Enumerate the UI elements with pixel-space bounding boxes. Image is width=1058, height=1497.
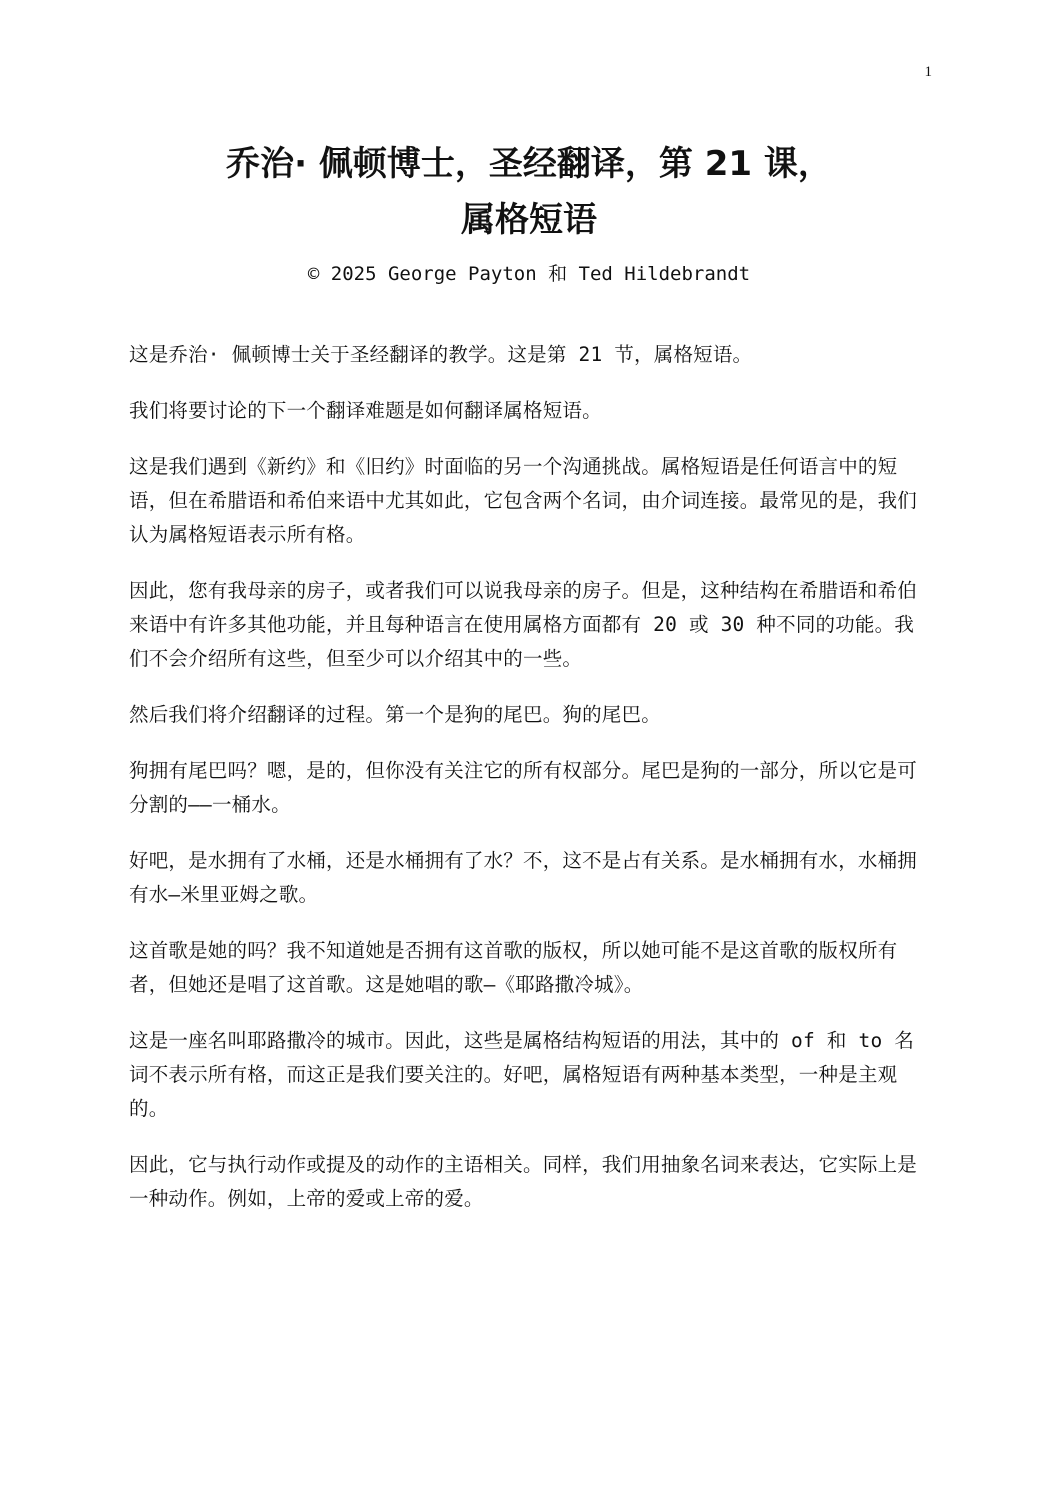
paragraph-7: 好吧，是水拥有了水桶，还是水桶拥有了水？不，这不是占有关系。是水桶拥有水，水桶拥有水—米里亚姆之歌。 xyxy=(129,849,918,906)
paragraph-2: 我们将要讨论的下一个翻译难题是如何翻译属格短语。 xyxy=(129,399,602,422)
copyright-notice: © 2025 George Payton 和 Ted Hildebrandt xyxy=(307,263,751,285)
paragraph-3: 这是我们遇到《新约》和《旧约》时面临的另一个沟通挑战。属格短语是任何语言中的短语，但在希腊语和希伯来语中尤其如此，它包含两个名词，由介词连接。最常见的是，我们认为属格短语表示所有格。 xyxy=(129,455,918,546)
paragraph-5: 然后我们将介绍翻译的过程。第一个是狗的尾巴。狗的尾巴。 xyxy=(129,703,661,726)
paragraph-9: 这是一座名叫耶路撒冷的城市。因此，这些是属格结构短语的用法，其中的 of 和 to 名词不表示所有格，而这正是我们要关注的。好吧，属格短语有两种基本类型，一种是主观的。 xyxy=(129,1029,915,1120)
paragraph-4: 因此，您有我母亲的房子，或者我们可以说我母亲的房子。但是，这种结构在希腊语和希伯来语中有许多其他功能，并且每种语言在使用属格方面都有 20 或 30 种不同的功能。我们不会介绍所有这些，但至少可以介绍其中的一些。 xyxy=(129,579,918,670)
page-number: 1 xyxy=(924,64,932,80)
document-title xyxy=(0,136,1058,248)
paragraph-1: 这是乔治· 佩顿博士关于圣经翻译的教学。这是第 21 节，属格短语。 xyxy=(129,343,753,366)
document-body xyxy=(129,338,929,1238)
title-line-1: 乔治· 佩顿博士，圣经翻译，第 21 课， xyxy=(226,144,832,184)
paragraph-8: 这首歌是她的吗？我不知道她是否拥有这首歌的版权，所以她可能不是这首歌的版权所有者，但她还是唱了这首歌。这是她唱的歌—《耶路撒冷城》。 xyxy=(129,939,898,996)
paragraph-6: 狗拥有尾巴吗？嗯，是的，但你没有关注它的所有权部分。尾巴是狗的一部分，所以它是可分割的——一桶水。 xyxy=(129,759,918,816)
title-line-2: 属格短语 xyxy=(461,200,597,240)
paragraph-10: 因此，它与执行动作或提及的动作的主语相关。同样，我们用抽象名词来表达，它实际上是一种动作。例如，上帝的爱或上帝的爱。 xyxy=(129,1153,918,1210)
